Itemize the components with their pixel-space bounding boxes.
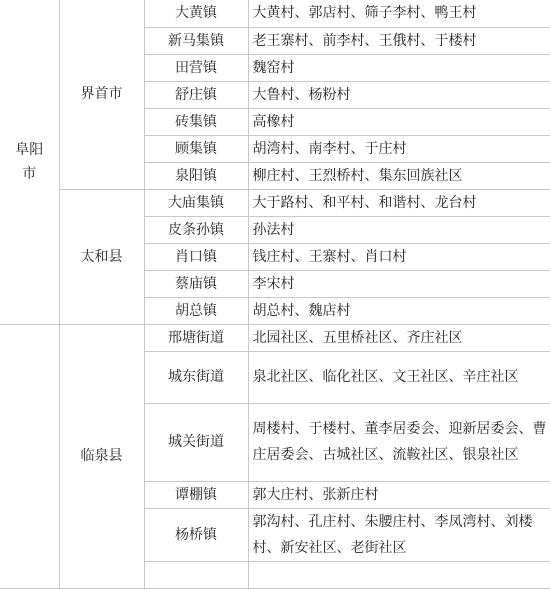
town-name: 田营镇 <box>144 54 248 81</box>
table-row <box>0 324 550 351</box>
town-name: 顾集镇 <box>144 135 248 162</box>
village-list: 高橡村 <box>248 108 550 135</box>
town-name: 新马集镇 <box>144 27 248 54</box>
town-name: 胡总镇 <box>144 297 248 324</box>
county-cell <box>59 0 144 189</box>
table-row <box>0 189 550 216</box>
village-list: 胡湾村、南李村、于庄村 <box>248 135 550 162</box>
village-list: 老王寨村、前李村、王俄村、于楼村 <box>248 27 550 54</box>
village-list: 孙法村 <box>248 216 550 243</box>
village-list: 郭大庄村、张新庄村 <box>248 481 550 508</box>
empty-cell <box>248 561 550 588</box>
town-name: 舒庄镇 <box>144 81 248 108</box>
town-name: 砖集镇 <box>144 108 248 135</box>
town-name: 肖口镇 <box>144 243 248 270</box>
town-name: 蔡庙镇 <box>144 270 248 297</box>
empty-cell <box>144 561 248 588</box>
city-name: 阜阳市 <box>15 141 44 182</box>
town-name: 皮条孙镇 <box>144 216 248 243</box>
village-list: 北园社区、五里桥社区、齐庄社区 <box>248 324 550 351</box>
town-name: 邢塘街道 <box>144 324 248 351</box>
town-name: 谭棚镇 <box>144 481 248 508</box>
village-list: 大于路村、和平村、和谐村、龙台村 <box>248 189 550 216</box>
town-name: 泉阳镇 <box>144 162 248 189</box>
county-name: 临泉县 <box>80 448 123 464</box>
table-row <box>0 0 550 27</box>
town-name: 大庙集镇 <box>144 189 248 216</box>
village-list: 胡总村、魏店村 <box>248 297 550 324</box>
town-name: 杨桥镇 <box>144 508 248 561</box>
village-list: 大黄村、郭店村、筛子李村、鸭王村 <box>248 0 550 27</box>
village-list: 郭沟村、孔庄村、朱腰庄村、李凤湾村、刘楼村、新安社区、老街社区 <box>248 508 550 561</box>
village-list: 钱庄村、王寨村、肖口村 <box>248 243 550 270</box>
town-name: 城关街道 <box>144 403 248 481</box>
county-name: 太和县 <box>80 248 123 265</box>
village-list: 周楼村、于楼村、董李居委会、迎新居委会、曹庄居委会、古城社区、流鞍社区、银泉社区 <box>248 403 550 481</box>
village-list: 柳庄村、王烈桥村、集东回族社区 <box>248 162 550 189</box>
town-name: 城东街道 <box>144 351 248 403</box>
county-cell <box>59 324 144 588</box>
city-cell <box>0 0 59 324</box>
city-cell-continued <box>0 324 59 588</box>
village-list: 李宋村 <box>248 270 550 297</box>
town-name: 大黄镇 <box>144 0 248 27</box>
village-list: 大鲁村、杨粉村 <box>248 81 550 108</box>
village-list: 泉北社区、临化社区、文王社区、辛庄社区 <box>248 351 550 403</box>
county-cell <box>59 189 144 324</box>
village-list: 魏窑村 <box>248 54 550 81</box>
county-name: 界首市 <box>80 86 123 103</box>
